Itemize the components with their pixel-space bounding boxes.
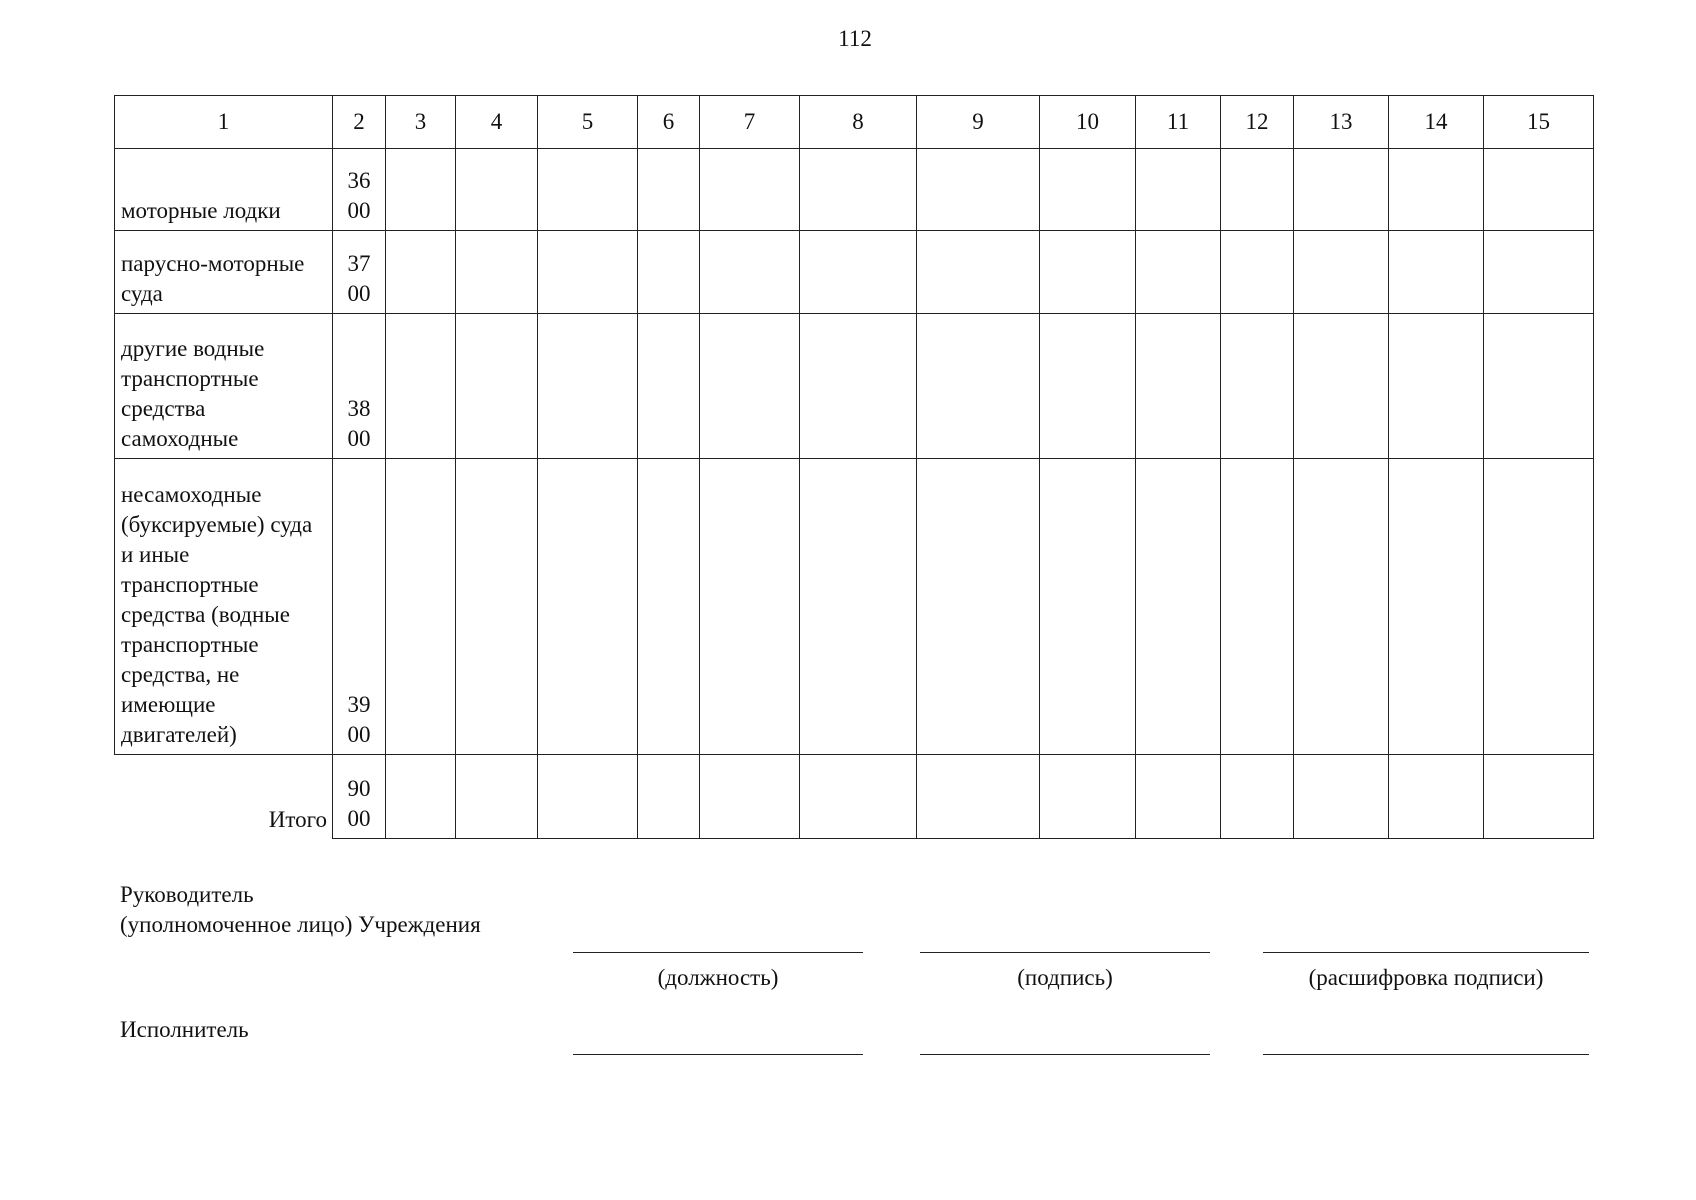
data-cell[interactable] bbox=[917, 314, 1040, 459]
table-row bbox=[115, 314, 1594, 459]
data-cell[interactable] bbox=[1294, 149, 1389, 231]
data-cell[interactable] bbox=[1040, 314, 1136, 459]
column-header: 1 bbox=[115, 96, 333, 149]
signature-line[interactable] bbox=[920, 952, 1210, 953]
row-code: 36 00 bbox=[333, 149, 386, 231]
data-cell[interactable] bbox=[700, 459, 800, 755]
column-header: 12 bbox=[1221, 96, 1294, 149]
data-cell[interactable] bbox=[1136, 755, 1221, 839]
data-cell[interactable] bbox=[638, 755, 700, 839]
data-cell[interactable] bbox=[1221, 459, 1294, 755]
column-header: 7 bbox=[700, 96, 800, 149]
data-cell[interactable] bbox=[800, 149, 917, 231]
table-row bbox=[115, 231, 1594, 314]
data-cell[interactable] bbox=[638, 314, 700, 459]
data-cell[interactable] bbox=[1484, 149, 1594, 231]
data-cell[interactable] bbox=[1136, 314, 1221, 459]
data-cell[interactable] bbox=[538, 755, 638, 839]
data-cell[interactable] bbox=[538, 314, 638, 459]
data-cell[interactable] bbox=[1040, 231, 1136, 314]
executor-label: Исполнитель bbox=[120, 1017, 249, 1042]
data-cell[interactable] bbox=[456, 314, 538, 459]
data-cell[interactable] bbox=[1221, 231, 1294, 314]
row-label: парусно-моторные суда bbox=[115, 231, 333, 314]
data-cell[interactable] bbox=[800, 231, 917, 314]
column-header: 4 bbox=[456, 96, 538, 149]
data-cell[interactable] bbox=[700, 755, 800, 839]
data-cell[interactable] bbox=[538, 459, 638, 755]
data-cell[interactable] bbox=[917, 149, 1040, 231]
data-cell[interactable] bbox=[1389, 149, 1484, 231]
executor-signature-line[interactable] bbox=[920, 1054, 1210, 1055]
data-cell[interactable] bbox=[1040, 459, 1136, 755]
position-caption: (должность) bbox=[657, 965, 779, 990]
data-cell[interactable] bbox=[700, 149, 800, 231]
data-cell[interactable] bbox=[800, 314, 917, 459]
head-signatory-label: Руководитель (уполномоченное лицо) Учреждения bbox=[120, 882, 481, 937]
column-header: 2 bbox=[333, 96, 386, 149]
data-cell[interactable] bbox=[638, 231, 700, 314]
data-cell[interactable] bbox=[917, 755, 1040, 839]
column-header: 8 bbox=[800, 96, 917, 149]
data-cell[interactable] bbox=[386, 459, 456, 755]
data-cell[interactable] bbox=[1484, 459, 1594, 755]
data-cell[interactable] bbox=[538, 231, 638, 314]
data-cell[interactable] bbox=[386, 314, 456, 459]
row-code: 39 00 bbox=[333, 459, 386, 755]
data-cell[interactable] bbox=[1221, 314, 1294, 459]
data-cell[interactable] bbox=[1294, 231, 1389, 314]
data-cell[interactable] bbox=[1136, 231, 1221, 314]
table-row bbox=[115, 149, 1594, 231]
column-header: 10 bbox=[1040, 96, 1136, 149]
data-cell[interactable] bbox=[1389, 314, 1484, 459]
total-label: Итого bbox=[115, 755, 333, 839]
executor-decoding-line[interactable] bbox=[1263, 1054, 1589, 1055]
data-cell[interactable] bbox=[638, 459, 700, 755]
data-cell[interactable] bbox=[1484, 314, 1594, 459]
executor-position-line[interactable] bbox=[573, 1054, 863, 1055]
row-code: 37 00 bbox=[333, 231, 386, 314]
total-code: 90 00 bbox=[333, 755, 386, 839]
data-cell[interactable] bbox=[386, 231, 456, 314]
table-header-row bbox=[115, 96, 1594, 149]
column-header: 9 bbox=[917, 96, 1040, 149]
data-cell[interactable] bbox=[1040, 149, 1136, 231]
data-cell[interactable] bbox=[1389, 459, 1484, 755]
data-cell[interactable] bbox=[456, 459, 538, 755]
row-code: 38 00 bbox=[333, 314, 386, 459]
column-header: 15 bbox=[1484, 96, 1594, 149]
data-cell[interactable] bbox=[917, 231, 1040, 314]
column-header: 5 bbox=[538, 96, 638, 149]
total-row bbox=[115, 755, 1594, 839]
column-header: 3 bbox=[386, 96, 456, 149]
decoding-line[interactable] bbox=[1263, 952, 1589, 953]
data-cell[interactable] bbox=[456, 149, 538, 231]
page-number: 112 bbox=[838, 26, 872, 51]
column-header: 13 bbox=[1294, 96, 1389, 149]
data-cell[interactable] bbox=[1294, 314, 1389, 459]
data-cell[interactable] bbox=[538, 149, 638, 231]
data-cell[interactable] bbox=[1484, 755, 1594, 839]
data-cell[interactable] bbox=[1221, 149, 1294, 231]
data-cell[interactable] bbox=[1389, 755, 1484, 839]
data-cell[interactable] bbox=[1040, 755, 1136, 839]
data-cell[interactable] bbox=[386, 755, 456, 839]
column-header: 11 bbox=[1136, 96, 1221, 149]
data-cell[interactable] bbox=[1484, 231, 1594, 314]
data-cell[interactable] bbox=[1136, 459, 1221, 755]
data-cell[interactable] bbox=[700, 231, 800, 314]
position-line[interactable] bbox=[573, 952, 863, 953]
row-label: другие водные транспортные средства самоходные bbox=[115, 314, 333, 459]
report-table bbox=[114, 95, 1594, 839]
decoding-caption: (расшифровка подписи) bbox=[1308, 965, 1544, 990]
data-cell[interactable] bbox=[1221, 755, 1294, 839]
data-cell[interactable] bbox=[1389, 231, 1484, 314]
data-cell[interactable] bbox=[800, 459, 917, 755]
row-label: несамоходные (буксируемые) суда и иные транспортные средства (водные транспортные средства, не имеющие двигателей) bbox=[115, 459, 333, 755]
data-cell[interactable] bbox=[1294, 755, 1389, 839]
data-cell[interactable] bbox=[700, 314, 800, 459]
data-cell[interactable] bbox=[386, 149, 456, 231]
data-cell[interactable] bbox=[1294, 459, 1389, 755]
data-cell[interactable] bbox=[1136, 149, 1221, 231]
data-cell[interactable] bbox=[800, 755, 917, 839]
column-header: 14 bbox=[1389, 96, 1484, 149]
table-row bbox=[115, 459, 1594, 755]
signature-caption: (подпись) bbox=[1017, 965, 1113, 990]
data-cell[interactable] bbox=[638, 149, 700, 231]
data-cell[interactable] bbox=[456, 755, 538, 839]
data-cell[interactable] bbox=[917, 459, 1040, 755]
row-label: моторные лодки bbox=[115, 149, 333, 231]
column-header: 6 bbox=[638, 96, 700, 149]
data-cell[interactable] bbox=[456, 231, 538, 314]
